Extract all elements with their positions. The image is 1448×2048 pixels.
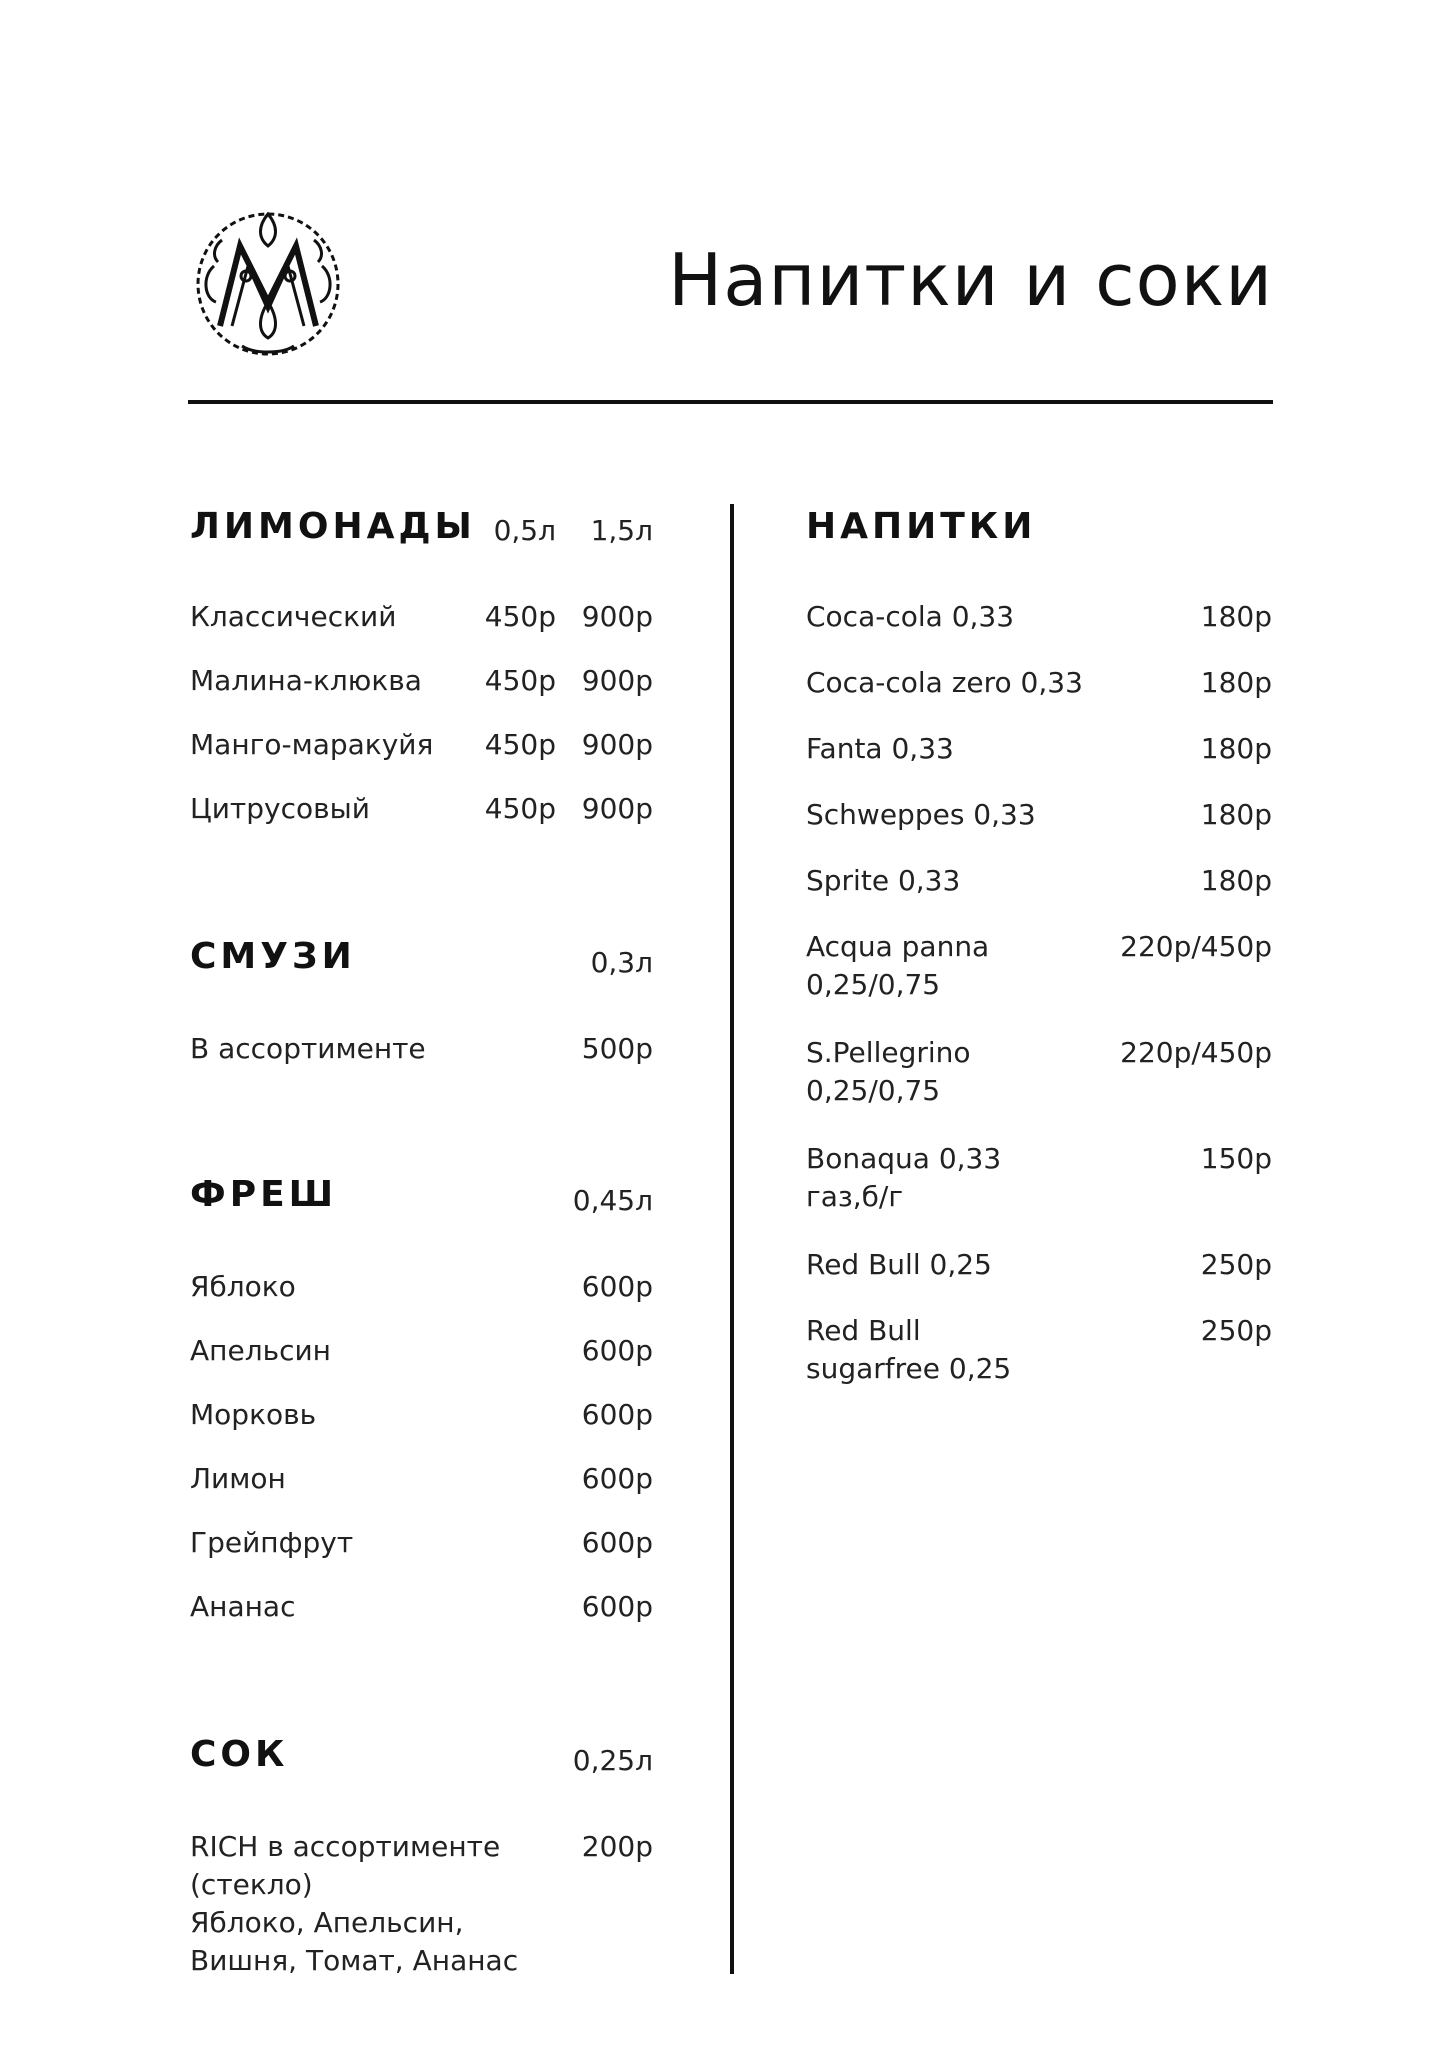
item-price: 200р [581, 1830, 653, 1863]
item-price: 450р [484, 728, 556, 761]
item-price: 450р [484, 664, 556, 697]
item-price: 180р [1200, 864, 1272, 897]
item-price: 180р [1200, 666, 1272, 699]
item-price: 220р/450р [1120, 930, 1272, 963]
page-title: Напитки и соки [668, 238, 1273, 322]
item-name-line: Яблоко, Апельсин, [190, 1906, 464, 1939]
item-price: 150р [1200, 1142, 1272, 1175]
item-name: В ассортименте [190, 1032, 426, 1065]
item-name: Классический [190, 600, 397, 633]
item-name-line: (стекло) [190, 1868, 313, 1901]
item-name-line: sugarfree 0,25 [806, 1352, 1012, 1385]
item-price: 250р [1200, 1248, 1272, 1281]
item-price: 900р [581, 664, 653, 697]
restaurant-logo [192, 206, 344, 358]
item-price: 600р [581, 1270, 653, 1303]
item-price: 900р [581, 600, 653, 633]
item-price: 450р [484, 600, 556, 633]
section-heading: ФРЕШ [190, 1174, 338, 1215]
item-name-line: Acqua panna [806, 930, 990, 963]
item-price: 600р [581, 1590, 653, 1623]
volume-label: 0,5л [493, 514, 556, 547]
item-name-line: 0,25/0,75 [806, 968, 941, 1001]
item-price: 600р [581, 1526, 653, 1559]
item-price: 180р [1200, 600, 1272, 633]
item-name-line: Red Bull [806, 1314, 921, 1347]
item-name-line: S.Pellegrino [806, 1036, 971, 1069]
header-divider [188, 400, 1273, 404]
item-name-line: Fanta 0,33 [806, 732, 954, 765]
item-name-line: Coca-cola 0,33 [806, 600, 1015, 633]
volume-label: 1,5л [590, 514, 653, 547]
item-name: Яблоко [190, 1270, 296, 1303]
item-name-line: Вишня, Томат, Ананас [190, 1944, 519, 1977]
item-name-line: 0,25/0,75 [806, 1074, 941, 1107]
volume-label: 0,45л [572, 1184, 653, 1217]
item-name-line: Sprite 0,33 [806, 864, 961, 897]
item-price: 500р [581, 1032, 653, 1065]
item-name: Апельсин [190, 1334, 331, 1367]
item-price: 900р [581, 792, 653, 825]
section-heading: СОК [190, 1734, 289, 1775]
item-name-line: RICH в ассортименте [190, 1830, 501, 1863]
item-name-line: Schweppes 0,33 [806, 798, 1036, 831]
volume-label: 0,25л [572, 1744, 653, 1777]
item-price: 180р [1200, 798, 1272, 831]
item-price: 600р [581, 1398, 653, 1431]
item-name: Манго-маракуйя [190, 728, 434, 761]
item-price: 180р [1200, 732, 1272, 765]
item-price: 220р/450р [1120, 1036, 1272, 1069]
section-heading: СМУЗИ [190, 936, 356, 977]
item-name-line: Red Bull 0,25 [806, 1248, 992, 1281]
volume-label: 0,3л [590, 946, 653, 979]
item-name: Ананас [190, 1590, 296, 1623]
item-price: 600р [581, 1334, 653, 1367]
item-name: Морковь [190, 1398, 317, 1431]
item-name: Малина-клюква [190, 664, 422, 697]
column-divider [730, 504, 734, 1974]
item-name-line: Bonaqua 0,33 [806, 1142, 1002, 1175]
item-price: 600р [581, 1462, 653, 1495]
item-name-line: газ,б/г [806, 1180, 904, 1213]
item-name: Грейпфрут [190, 1526, 354, 1559]
item-price: 450р [484, 792, 556, 825]
item-price: 250р [1200, 1314, 1272, 1347]
item-name: Цитрусовый [190, 792, 370, 825]
item-price: 900р [581, 728, 653, 761]
item-name-line: Coca-cola zero 0,33 [806, 666, 1083, 699]
item-name: Лимон [190, 1462, 286, 1495]
section-heading: ЛИМОНАДЫ [190, 506, 476, 547]
section-heading: НАПИТКИ [806, 506, 1037, 547]
